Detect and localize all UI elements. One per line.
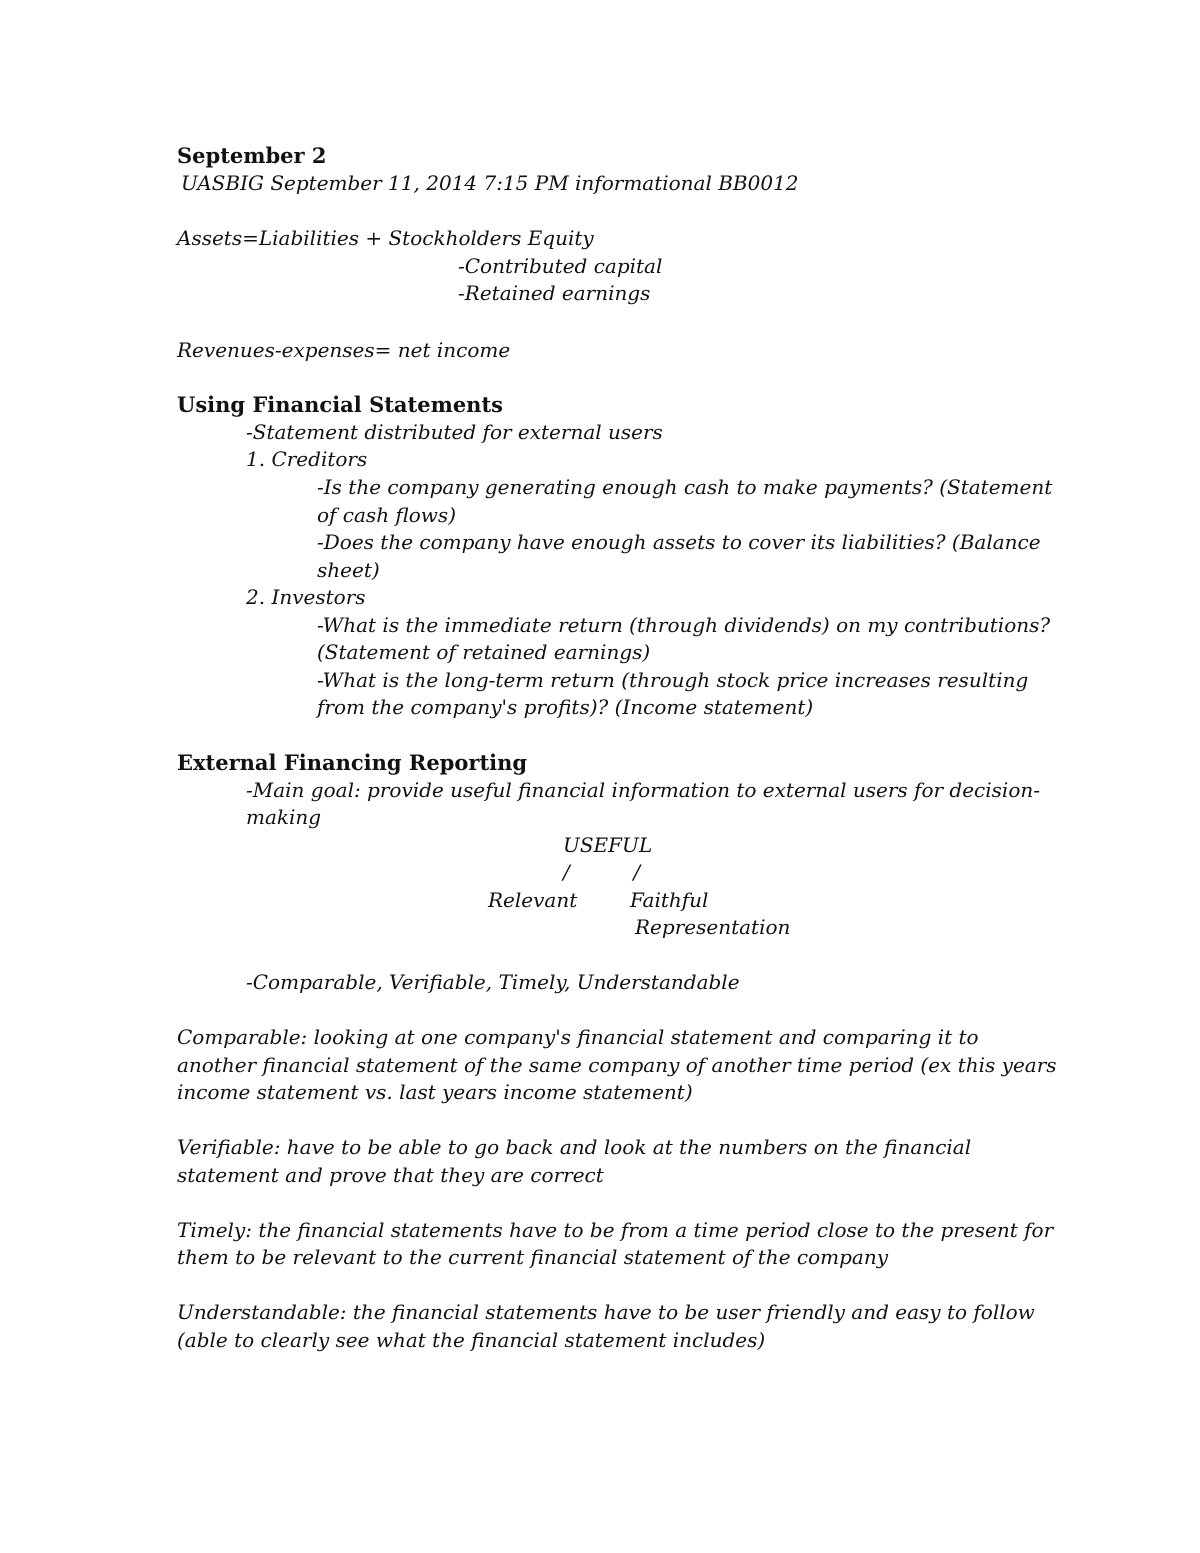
section-heading-external: External Financing Reporting <box>177 750 528 775</box>
definition-verifiable-1: Verifiable: have to be able to go back and look at the numbers on the financial <box>177 1135 972 1159</box>
diagram-right-faithful: Faithful <box>630 888 709 912</box>
creditors-question-2: -Does the company have enough assets to cover its liabilities? (Balance <box>317 530 1041 554</box>
qualities-list: -Comparable, Verifiable, Timely, Understandable <box>246 970 740 994</box>
investors-question-2-cont: from the company's profits)? (Income statement) <box>317 695 814 719</box>
net-income-equation: Revenues-expenses= net income <box>177 338 511 362</box>
investors-question-1: -What is the immediate return (through dividends) on my contributions? <box>317 613 1051 637</box>
definition-understandable-1: Understandable: the financial statements have to be user friendly and easy to follow <box>177 1300 1035 1324</box>
definition-comparable-2: another financial statement of the same company of another time period (ex this years <box>177 1053 1057 1077</box>
external-goal: -Main goal: provide useful financial information to external users for decision- <box>246 778 1040 802</box>
definition-understandable-2: (able to clearly see what the financial statement includes) <box>177 1328 766 1352</box>
definition-timely-1: Timely: the financial statements have to be from a time period close to the present for <box>177 1218 1054 1242</box>
section-heading-using-fs: Using Financial Statements <box>177 392 503 417</box>
definition-verifiable-2: statement and prove that they are correct <box>177 1163 604 1187</box>
investors-question-1-cont: (Statement of retained earnings) <box>317 640 651 664</box>
investors-label: 2. Investors <box>246 585 366 609</box>
equity-component-2: -Retained earnings <box>458 281 651 305</box>
page-subtitle: UASBIG September 11, 2014 7:15 PM informational BB0012 <box>181 171 799 195</box>
external-goal-cont: making <box>246 805 322 829</box>
creditors-question-1: -Is the company generating enough cash to make payments? (Statement <box>317 475 1053 499</box>
using-fs-intro: -Statement distributed for external users <box>246 420 663 444</box>
creditors-question-1-cont: of cash flows) <box>317 503 456 527</box>
diagram-right-representation: Representation <box>635 915 791 939</box>
diagram-branch-lines: / / <box>563 860 641 884</box>
definition-timely-2: them to be relevant to the current financial statement of the company <box>177 1245 888 1269</box>
investors-question-2: -What is the long-term return (through stock price increases resulting <box>317 668 1029 692</box>
definition-comparable-3: income statement vs. last years income statement) <box>177 1080 693 1104</box>
definition-comparable-1: Comparable: looking at one company's financial statement and comparing it to <box>177 1025 979 1049</box>
creditors-label: 1. Creditors <box>246 447 368 471</box>
equity-component-1: -Contributed capital <box>458 254 663 278</box>
diagram-left-relevant: Relevant <box>488 888 578 912</box>
creditors-question-2-cont: sheet) <box>317 558 380 582</box>
accounting-equation: Assets=Liabilities + Stockholders Equity <box>177 226 594 250</box>
diagram-top-useful: USEFUL <box>563 833 653 857</box>
page-title: September 2 <box>177 143 327 168</box>
